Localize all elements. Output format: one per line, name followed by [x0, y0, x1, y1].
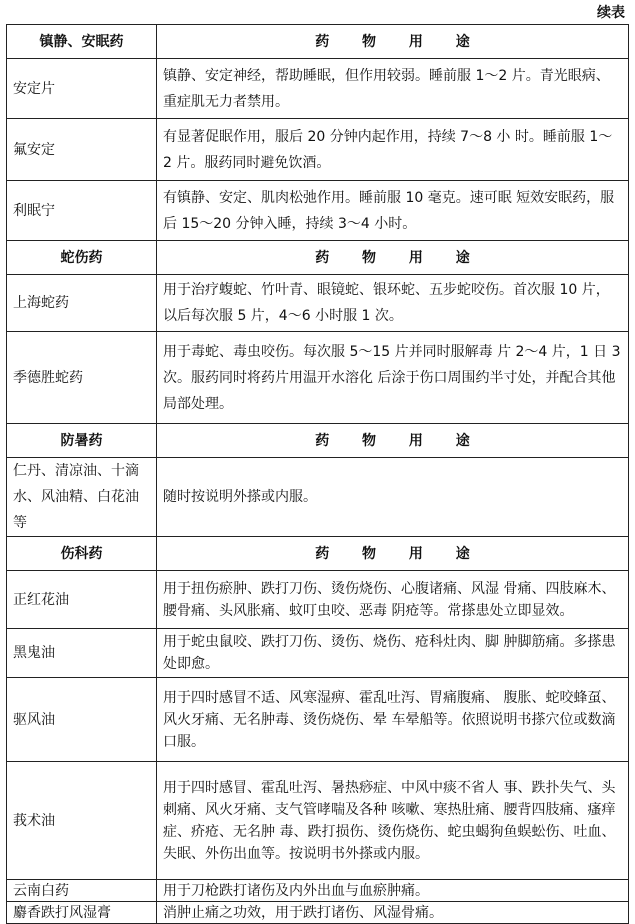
use-header: 药 物 用 途: [157, 241, 629, 275]
drug-use: 随时按说明外搽或内服。: [157, 458, 629, 537]
drug-use: 用于四时感冒、霍乱吐泻、暑热痧症、中风中痰不省人 事、跌扑失气、头刺痛、风火牙痛、支气管哮喘及各种 咳嗽、寒热肚痛、腰背四肢痛、瘙痒症、疥疮、无名肿 毒、跌打损伤、烫伤烧伤、蛇虫蝎狗鱼蜈蚣伤、吐血、失眠、外伤出血等。按说明书外搽或内服。: [157, 762, 629, 880]
drug-use: 用于毒蛇、毒虫咬伤。每次服 5～15 片并同时服解毒 片 2～4 片，1 日 3 次。服药同时将药片用温开水溶化 后涂于伤口周围约半寸处，并配合其他局部处理。: [157, 332, 629, 424]
category-header: 防暑药: [7, 424, 157, 458]
use-header: 药 物 用 途: [157, 25, 629, 59]
category-header: 蛇伤药: [7, 241, 157, 275]
category-header: 镇静、安眠药: [7, 25, 157, 59]
drug-row: [7, 571, 629, 629]
drug-name: 正红花油: [7, 571, 157, 629]
drug-row: [7, 181, 629, 241]
drug-name: 上海蛇药: [7, 275, 157, 332]
drug-name: 驱风油: [7, 678, 157, 762]
continued-label: 续表: [597, 5, 625, 21]
drug-row: [7, 458, 629, 537]
drug-table: [6, 24, 629, 924]
drug-name: 黑鬼油: [7, 629, 157, 678]
drug-name: 季德胜蛇药: [7, 332, 157, 424]
drug-use: 镇静、安定神经，帮助睡眠，但作用较弱。睡前服 1～2 片。青光眼病、重症肌无力者禁用。: [157, 59, 629, 119]
drug-use: 用于扭伤瘀肿、跌打刀伤、烫伤烧伤、心腹诸痛、风湿 骨痛、四肢麻木、腰骨痛、头风胀痛、蚊叮虫咬、恶毒 阴疮等。常搽患处立即显效。: [157, 571, 629, 629]
drug-row: [7, 902, 629, 924]
drug-name: 氟安定: [7, 119, 157, 181]
section-header-row: [7, 25, 629, 59]
drug-row: [7, 762, 629, 880]
drug-use: 用于刀枪跌打诸伤及内外出血与血瘀肿痛。: [157, 880, 629, 902]
drug-name: 云南白药: [7, 880, 157, 902]
drug-name: 仁丹、清凉油、十滴水、风油精、白花油等: [7, 458, 157, 537]
category-header: 伤科药: [7, 537, 157, 571]
drug-row: [7, 678, 629, 762]
drug-row: [7, 119, 629, 181]
use-header: 药 物 用 途: [157, 537, 629, 571]
drug-use: 消肿止痛之功效，用于跌打诸伤、风湿骨痛。: [157, 902, 629, 924]
drug-name: 利眠宁: [7, 181, 157, 241]
drug-use: 用于治疗蝮蛇、竹叶青、眼镜蛇、银环蛇、五步蛇咬伤。首次服 10 片，以后每次服 5 片，4～6 小时服 1 次。: [157, 275, 629, 332]
drug-name: 安定片: [7, 59, 157, 119]
use-header: 药 物 用 途: [157, 424, 629, 458]
drug-use: 有显著促眠作用，服后 20 分钟内起作用，持续 7～8 小 时。睡前服 1～ 2 片。服药同时避免饮酒。: [157, 119, 629, 181]
drug-row: [7, 880, 629, 902]
drug-row: [7, 332, 629, 424]
drug-use: 有镇静、安定、肌肉松弛作用。睡前服 10 毫克。速可眠 短效安眠药，服后 15～20 分钟入睡，持续 3～4 小时。: [157, 181, 629, 241]
drug-name: 莪术油: [7, 762, 157, 880]
drug-row: [7, 275, 629, 332]
drug-name: 麝香跌打风湿膏: [7, 902, 157, 924]
drug-use: 用于蛇虫鼠咬、跌打刀伤、烫伤、烧伤、疮科灶肉、脚 肿脚筋痛。多搽患处即愈。: [157, 629, 629, 678]
drug-use: 用于四时感冒不适、风寒湿痹、霍乱吐泻、胃痛腹痛、 腹胀、蛇咬蜂虿、风火牙痛、无名肿毒、烫伤烧伤、晕 车晕船等。依照说明书搽穴位或数滴口服。: [157, 678, 629, 762]
section-header-row: [7, 537, 629, 571]
drug-row: [7, 59, 629, 119]
section-header-row: [7, 424, 629, 458]
section-header-row: [7, 241, 629, 275]
drug-row: [7, 629, 629, 678]
